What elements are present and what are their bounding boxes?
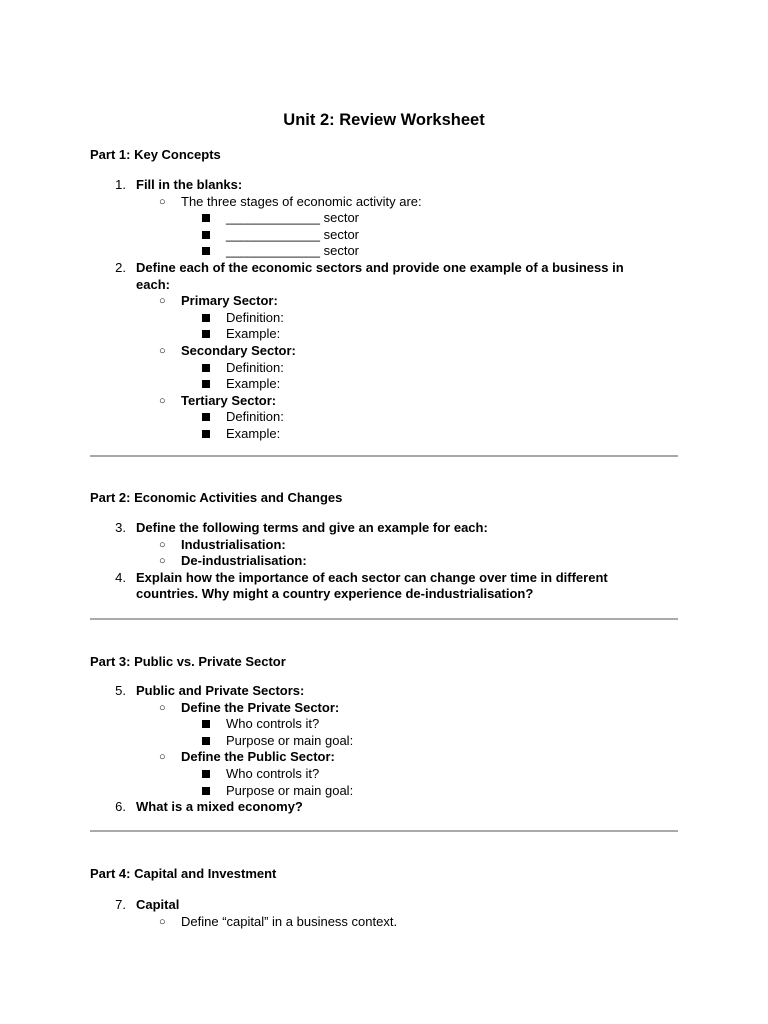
list-item (0, 716, 768, 733)
list-item (0, 293, 768, 310)
list-item (0, 409, 768, 426)
question-label: Capital (136, 897, 180, 912)
square-bullet-icon (202, 720, 210, 728)
circle-bullet-icon: ○ (159, 195, 166, 208)
list-item (0, 766, 768, 783)
question-number: 4. (115, 569, 126, 585)
circle-bullet-icon: ○ (159, 555, 166, 568)
example-label: Example: (226, 376, 281, 392)
term-label: De-industrialisation: (181, 553, 307, 569)
circle-bullet-icon: ○ (159, 538, 166, 551)
public-sector-label: Define the Public Sector: (181, 749, 335, 765)
circle-bullet-icon: ○ (159, 394, 166, 407)
list-item (0, 243, 768, 260)
question-number: 5. (115, 683, 126, 698)
circle-bullet-icon: ○ (159, 295, 166, 308)
definition-label: Definition: (226, 409, 284, 425)
square-bullet-icon (202, 364, 210, 372)
part-4-heading: Part 4: Capital and Investment (90, 866, 277, 881)
list-item (0, 210, 768, 227)
circle-bullet-icon: ○ (159, 344, 166, 357)
section-divider (90, 618, 678, 620)
question-7 (0, 897, 768, 914)
list-item (0, 310, 768, 327)
square-bullet-icon (202, 214, 210, 222)
circle-bullet-icon: ○ (159, 751, 166, 764)
list-item (0, 227, 768, 244)
list-item (0, 914, 768, 931)
list-item (0, 537, 768, 554)
question-6 (0, 799, 768, 816)
list-item (0, 360, 768, 377)
section-divider (90, 455, 678, 457)
question-4 (0, 570, 768, 603)
part-3-heading: Part 3: Public vs. Private Sector (90, 654, 286, 669)
question-label: Public and Private Sectors: (136, 683, 305, 698)
square-bullet-icon (202, 314, 210, 322)
square-bullet-icon (202, 231, 210, 239)
controls-label: Who controls it? (226, 716, 320, 732)
tertiary-sector-label: Tertiary Sector: (181, 392, 277, 408)
blank-sector: _____________ sector (226, 210, 360, 226)
question-label: What is a mixed economy? (136, 799, 303, 815)
square-bullet-icon (202, 770, 210, 778)
circle-bullet-icon: ○ (159, 915, 166, 928)
list-item (0, 783, 768, 800)
list-item (0, 553, 768, 570)
definition-label: Definition: (226, 359, 284, 375)
example-label: Example: (226, 326, 281, 342)
circle-bullet-icon: ○ (159, 701, 166, 714)
example-label: Example: (226, 425, 281, 441)
list-item (0, 194, 768, 211)
secondary-sector-label: Secondary Sector: (181, 342, 296, 358)
question-number: 3. (115, 520, 126, 535)
question-label: Fill in the blanks: (136, 177, 243, 192)
question-5 (0, 683, 768, 700)
question-label: Define the following terms and give an example for each: (136, 520, 488, 535)
question-2 (0, 260, 768, 293)
list-item (0, 749, 768, 766)
question-3 (0, 520, 768, 537)
list-item (0, 343, 768, 360)
question-number: 2. (115, 259, 126, 275)
question-number: 6. (115, 799, 126, 815)
controls-label: Who controls it? (226, 765, 320, 781)
square-bullet-icon (202, 737, 210, 745)
part-4-questions (0, 897, 768, 930)
square-bullet-icon (202, 380, 210, 388)
question-number: 7. (115, 897, 126, 912)
question-number: 1. (115, 177, 126, 192)
sub-item-text: Define “capital” in a business context. (181, 913, 398, 929)
definition-label: Definition: (226, 309, 284, 325)
question-label: Define each of the economic sectors and provide one example of a business in each: (136, 259, 624, 292)
list-item (0, 426, 768, 443)
part-3-questions (0, 683, 768, 816)
square-bullet-icon (202, 413, 210, 421)
list-item (0, 376, 768, 393)
term-label: Industrialisation: (181, 536, 286, 552)
list-item (0, 700, 768, 717)
list-item (0, 326, 768, 343)
sub-item-text: The three stages of economic activity are: (181, 193, 422, 209)
list-item (0, 733, 768, 750)
square-bullet-icon (202, 330, 210, 338)
purpose-label: Purpose or main goal: (226, 732, 354, 748)
square-bullet-icon (202, 787, 210, 795)
list-item (0, 393, 768, 410)
page-title: Unit 2: Review Worksheet (283, 111, 485, 129)
question-1 (0, 177, 768, 194)
section-divider (90, 830, 678, 832)
question-label: Explain how the importance of each sector can change over time in different countries. Why might a country experience de-industrialisation? (136, 569, 608, 602)
square-bullet-icon (202, 247, 210, 255)
part-2-questions (0, 520, 768, 603)
purpose-label: Purpose or main goal: (226, 782, 354, 798)
part-1-questions (0, 177, 768, 443)
primary-sector-label: Primary Sector: (181, 293, 278, 309)
part-2-heading: Part 2: Economic Activities and Changes (90, 490, 343, 505)
private-sector-label: Define the Private Sector: (181, 699, 340, 715)
square-bullet-icon (202, 430, 210, 438)
blank-sector: _____________ sector (226, 243, 360, 259)
blank-sector: _____________ sector (226, 226, 360, 242)
part-1-heading: Part 1: Key Concepts (90, 147, 221, 162)
